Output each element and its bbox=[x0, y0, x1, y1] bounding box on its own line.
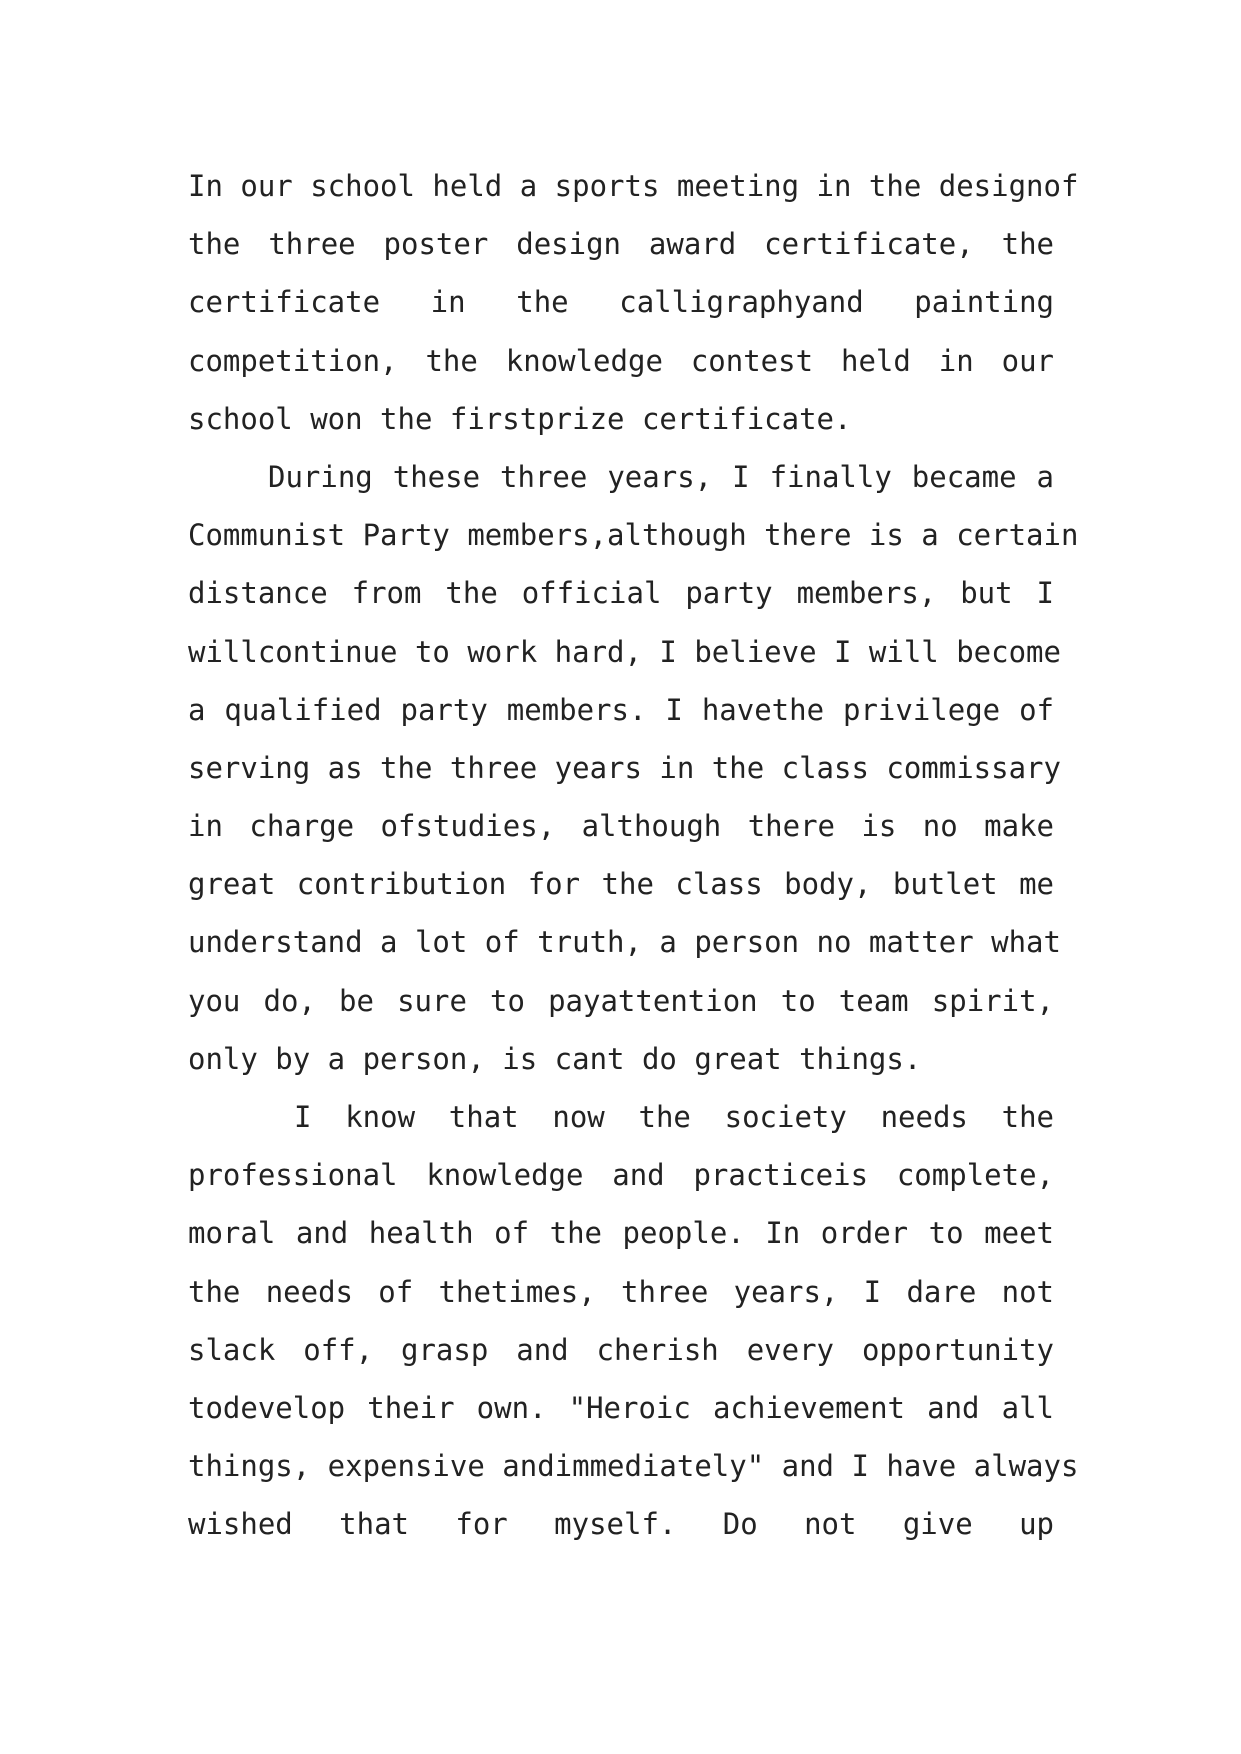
text-line: professional knowledge and practiceis complete, bbox=[188, 1158, 1054, 1193]
text-line: understand a lot of truth, a person no matter what bbox=[188, 925, 1061, 960]
text-line: During these three years, I finally became a bbox=[268, 459, 1054, 494]
text-line: in charge ofstudies, although there is no make bbox=[188, 809, 1054, 844]
text-line: willcontinue to work hard, I believe I will become bbox=[188, 634, 1061, 669]
text-line: competition, the knowledge contest held in our bbox=[188, 343, 1054, 378]
text-line: In our school held a sports meeting in the designof bbox=[188, 169, 1079, 203]
text-line: the needs of thetimes, three years, I dare not bbox=[188, 1274, 1054, 1309]
text-line: things, expensive andimmediately" and I have always bbox=[188, 1449, 1079, 1484]
text-line: moral and health of the people. In order to meet bbox=[188, 1216, 1054, 1251]
text-line: school won the firstprize certificate. bbox=[188, 401, 852, 436]
text-line: serving as the three years in the class commissary bbox=[188, 750, 1061, 785]
text-line: I know that now the society needs the bbox=[294, 1100, 1054, 1134]
text-line: the three poster design award certificate, the bbox=[188, 227, 1054, 262]
text-line: wished that for myself. Do not give up bbox=[188, 1507, 1054, 1542]
text-line: todevelop their own. "Heroic achievement and all bbox=[188, 1390, 1054, 1425]
text-line: a qualified party members. I havethe privilege of bbox=[188, 692, 1054, 727]
body-text bbox=[188, 157, 1079, 1554]
text-line: you do, be sure to payattention to team spirit, bbox=[188, 983, 1054, 1018]
text-line: certificate in the calligraphyand painting bbox=[188, 285, 1054, 320]
text-line: only by a person, is cant do great things. bbox=[188, 1041, 922, 1076]
text-line: great contribution for the class body, butlet me bbox=[188, 867, 1054, 902]
text-line: slack off, grasp and cherish every opportunity bbox=[188, 1332, 1054, 1367]
text-line: Communist Party members,although there is a certain bbox=[188, 518, 1079, 553]
text-line: distance from the official party members, but I bbox=[188, 576, 1054, 611]
